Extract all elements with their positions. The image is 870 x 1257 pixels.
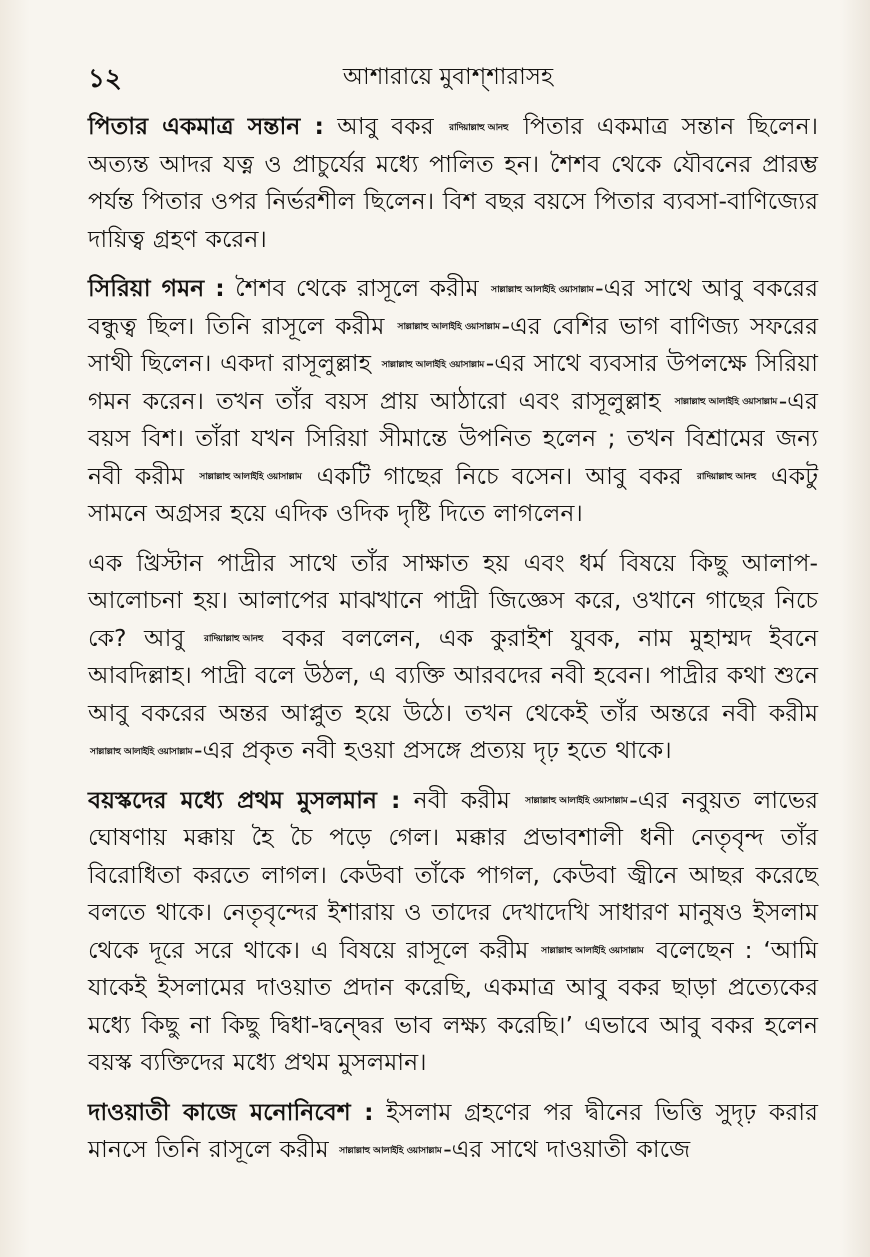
sallallahu-alaihi-wasallam-ligature: সাল্লাল্লাহু আলাইহি ওয়াসাল্লাম [90, 746, 192, 757]
sallallahu-alaihi-wasallam-ligature: সাল্লাল্লাহু আলাইহি ওয়াসাল্লাম [381, 359, 484, 370]
paragraph-text: -এর বেশির ভাগ বাণিজ্য সফরের সাথী ছিলেন। একদা রাসূলুল্লাহ [88, 311, 818, 377]
paragraph-heading: সিরিয়া গমন : [88, 274, 225, 302]
paragraph [88, 270, 818, 533]
paragraph-text: একটি গাছের নিচে বসেন। আবু বকর [303, 461, 695, 490]
paragraph-heading: পিতার একমাত্র সন্তান : [88, 112, 324, 140]
sallallahu-alaihi-wasallam-ligature: সাল্লাল্লাহু আলাইহি ওয়াসাল্লাম [541, 946, 644, 956]
paragraph-text: বকর বললেন, এক কুরাইশ যুবক, নাম মুহাম্মদ ইবনে আবদিল্লাহ। পাদ্রী বলে উঠল, এ ব্যক্তি আরবদের নবী হবেন। পাদ্রীর কথা শুনে আবু বকরের অন্তর আপ্লুত হয়ে উঠে। তখন থেকেই তাঁর অন্তরে নবী করীম [88, 623, 818, 727]
paragraph-text: আবু বকর [323, 112, 448, 140]
radiallahu-anhu-ligature: রাদিয়াল্লাহু আনহু [203, 634, 263, 644]
paragraph-heading: বয়স্কদের মধ্যে প্রথম মুসলমান : [88, 785, 401, 814]
paragraph [88, 1094, 818, 1169]
running-title: আশারায়ে মুবাশ্শারাসহ [342, 64, 554, 90]
paragraph-text: -এর প্রকৃত নবী হওয়া প্রসঙ্গে প্রত্যয় দৃঢ় হতে থাকে। [194, 736, 672, 764]
paragraph-heading: দাওয়াতী কাজে মনোনিবেশ : [88, 1097, 374, 1126]
paragraph-text: -এর বয়স বিশ। তাঁরা যখন সিরিয়া সীমান্তে উপনিত হলেন ; তখন বিশ্রামের জন্য নবী করীম [88, 386, 818, 490]
sallallahu-alaihi-wasallam-ligature: সাল্লাল্লাহু আলাইহি ওয়াসাল্লাম [491, 284, 594, 295]
paragraph-text: একটু সামনে অগ্রসর হয়ে এদিক ওদিক দৃষ্টি দিতে লাগলেন। [88, 461, 819, 527]
paragraph [88, 782, 818, 1082]
paragraph-text: এক খ্রিস্টান পাদ্রীর সাথে তাঁর সাক্ষাত হয় এবং ধর্ম বিষয়ে কিছু আলাপ-আলোচনা হয়। আলাপের মাঝখানে পাদ্রী জিজ্ঞেস করে, ওখানে গাছের নিচে কে? আবু [88, 548, 818, 652]
paragraph-text: শৈশব থেকে রাসূলে করীম [224, 274, 490, 302]
radiallahu-anhu-ligature: রাদিয়াল্লাহু আনহু [696, 472, 756, 482]
page-header [88, 54, 808, 98]
radiallahu-anhu-ligature: রাদিয়াল্লাহু আনহু [449, 122, 508, 133]
paragraph-text: -এর সাথে ব্যবসার উপলক্ষে সিরিয়া গমন করেন। তখন তাঁর বয়স প্রায় আঠারো এবং রাসূলুল্লাহ [88, 349, 818, 415]
paragraph-text: ইসলাম গ্রহণের পর দ্বীনের ভিত্তি সুদৃঢ় করার মানসে তিনি রাসূলে করীম [88, 1097, 818, 1163]
sallallahu-alaihi-wasallam-ligature: সাল্লাল্লাহু আলাইহি ওয়াসাল্লাম [525, 796, 628, 806]
paragraph [88, 545, 818, 770]
page-number: ১২ [88, 64, 122, 94]
page-body [88, 108, 818, 1181]
sallallahu-alaihi-wasallam-ligature: সাল্লাল্লাহু আলাইহি ওয়াসাল্লাম [339, 1145, 442, 1156]
paragraph-text: -এর সাথে আবু বকরের বন্ধুত্ব ছিল। তিনি রাসূলে করীম [88, 274, 818, 340]
sallallahu-alaihi-wasallam-ligature: সাল্লাল্লাহু আলাইহি ওয়াসাল্লাম [674, 397, 777, 407]
paragraph-text: নবী করীম [400, 785, 524, 814]
paragraph-text: বলেছেন : ‘আমি যাকেই ইসলামের দাওয়াত প্রদান করেছি, একমাত্র আবু বকর ছাড়া প্রত্যেকের মধ্যে কিছু না কিছু দ্বিধা-দ্বন্দ্বের ভাব লক্ষ্য করেছি।’ এভাবে আবু বকর হলেন বয়স্ক ব্যক্তিদের মধ্যে প্রথম মুসলমান। [88, 935, 818, 1076]
paragraph-text: পিতার একমাত্র সন্তান ছিলেন। অত্যন্ত আদর যত্ন ও প্রাচুর্যের মধ্যে পালিত হন। শৈশব থেকে যৌবনের প্রারম্ভ পর্যন্ত পিতার ওপর নির্ভরশীল ছিলেন। বিশ বছর বয়সে পিতার ব্যবসা-বাণিজ্যের দায়িত্ব গ্রহণ করেন। [88, 112, 818, 253]
paragraph [88, 108, 818, 258]
paragraph-text: -এর সাথে দাওয়াতী কাজে [443, 1135, 691, 1163]
paragraph-text: -এর নবুয়ত লাভের ঘোষণায় মক্কায় হৈ চৈ পড়ে গেল। মক্কার প্রভাবশালী ধনী নেতৃবৃন্দ তাঁর বিরোধিতা করতে লাগল। কেউবা তাঁকে পাগল, কেউবা জ্বীনে আছর করেছে বলতে থাকে। নেতৃবৃন্দের ইশারায় ও তাদের দেখাদেখি সাধারণ মানুষও ইসলাম থেকে দূরে সরে থাকে। এ বিষয়ে রাসূলে করীম [88, 785, 819, 964]
sallallahu-alaihi-wasallam-ligature: সাল্লাল্লাহু আলাইহি ওয়াসাল্লাম [199, 472, 302, 482]
sallallahu-alaihi-wasallam-ligature: সাল্লাল্লাহু আলাইহি ওয়াসাল্লাম [397, 322, 500, 332]
